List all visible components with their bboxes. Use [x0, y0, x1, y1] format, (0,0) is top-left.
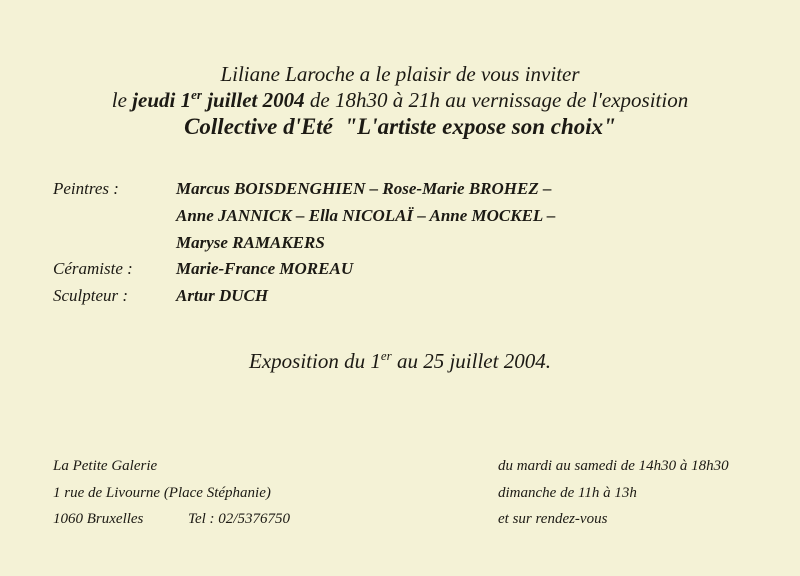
gallery-city: 1060 Bruxelles: [53, 511, 144, 527]
date-prefix: le: [111, 88, 133, 112]
painters-line-3: Maryse RAMAKERS: [176, 233, 325, 252]
ceramist-name: Marie-France MOREAU: [176, 259, 354, 278]
exhibition-dates: Exposition du 1er au 25 juillet 2004.: [249, 348, 551, 373]
exhibition-title: Collective d'Eté "L'artiste expose son choix": [184, 114, 616, 139]
painters-line-2: Anne JANNICK – Ella NICOLAÏ – Anne MOCKEL –: [176, 206, 556, 225]
sculptor-label: Sculpteur :: [53, 286, 129, 305]
hours-sunday: dimanche de 11h à 13h: [498, 485, 637, 501]
hours-appointment: et sur rendez-vous: [498, 511, 608, 527]
gallery-address: 1 rue de Livourne (Place Stéphanie): [53, 485, 271, 501]
painters-line-1: Marcus BOISDENGHIEN – Rose-Marie BROHEZ –: [176, 179, 552, 198]
event-date: jeudi 1er juillet 2004: [132, 87, 305, 112]
invitation-text: Liliane Laroche a le plaisir de vous inviter: [220, 62, 580, 86]
invitation-line: [0, 62, 800, 87]
gallery-phone: Tel : 02/5376750: [188, 511, 290, 527]
event-time: de 18h30 à 21h au vernissage de l'exposition: [304, 88, 689, 112]
event-date-line: [0, 88, 800, 113]
gallery-name: La Petite Galerie: [53, 458, 158, 474]
ceramist-label: Céramiste :: [53, 259, 133, 278]
sculptor-name: Artur DUCH: [176, 286, 269, 305]
hours-weekdays: du mardi au samedi de 14h30 à 18h30: [498, 458, 729, 474]
painters-label: Peintres :: [53, 179, 119, 198]
